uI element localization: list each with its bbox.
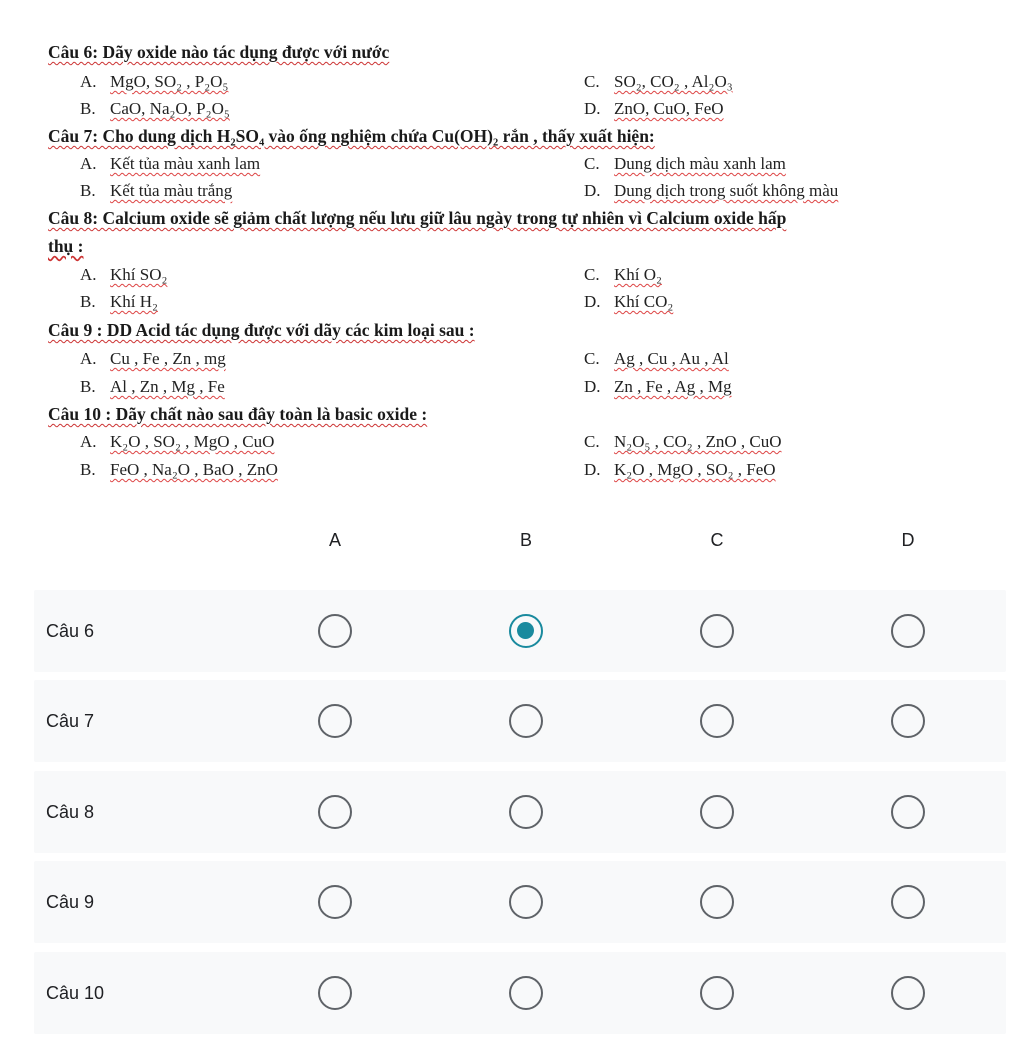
question-6-title: Câu 6: Dãy oxide nào tác dụng được với nước (48, 42, 390, 62)
radio-cau-7-c[interactable] (700, 704, 734, 738)
question-8-option-c: C. Khí O₂ (584, 265, 662, 284)
question-7-option-a: A. Kết tủa màu xanh lam (80, 154, 261, 173)
radio-cau-9-c[interactable] (700, 885, 734, 919)
radio-cau-10-b[interactable] (509, 976, 543, 1010)
radio-cau-6-c[interactable] (700, 614, 734, 648)
question-6-option-c: C. SO₂, CO₂ , Al₂O₃ (584, 72, 733, 91)
question-8-title: Câu 8: Calcium oxide sẽ giảm chất lượng nếu lưu giữ lâu ngày trong tự nhiên vì Calcium oxide hấp (48, 208, 787, 228)
radio-cau-6-a[interactable] (318, 614, 352, 648)
question-9-option-c: C. Ag , Cu , Au , Al (584, 349, 729, 368)
question-9-title: Câu 9 : DD Acid tác dụng được với dãy các kim loại sau : (48, 320, 475, 340)
column-label-b: B (519, 530, 532, 550)
question-8-option-d: D. Khí CO₂ (584, 292, 674, 311)
radio-cau-6-b[interactable] (509, 614, 543, 648)
question-8-option-b: B. Khí H₂ (80, 292, 158, 311)
grid-column-header (0, 530, 1024, 562)
question-7-option-b: B. Kết tủa màu trắng (80, 181, 233, 200)
radio-cau-7-d[interactable] (891, 704, 925, 738)
question-10-option-a: A. K₂O , SO₂ , MgO , CuO (80, 432, 275, 451)
column-label-d: D (901, 530, 915, 550)
question-7-title: Câu 7: Cho dung dịch H₂SO₄ vào ống nghiệm chứa Cu(OH)₂ rắn , thấy xuất hiện: (48, 126, 655, 146)
question-6-option-d: D. ZnO, CuO, FeO (584, 99, 724, 118)
row-label: Câu 8 (46, 802, 95, 822)
question-8-title-continued: thụ : (48, 236, 84, 256)
question-10-option-c: C. N₂O₅ , CO₂ , ZnO , CuO (584, 432, 782, 451)
radio-cau-10-a[interactable] (318, 976, 352, 1010)
radio-cau-8-d[interactable] (891, 795, 925, 829)
radio-cau-10-c[interactable] (700, 976, 734, 1010)
row-label: Câu 6 (46, 621, 95, 641)
question-7-option-d: D. Dung dịch trong suốt không màu (584, 181, 839, 200)
radio-cau-8-b[interactable] (509, 795, 543, 829)
question-6-option-b: B. CaO, Na₂O, P₂O₅ (80, 99, 230, 118)
row-label: Câu 7 (46, 711, 95, 731)
column-label-c: C (710, 530, 724, 550)
radio-cau-9-d[interactable] (891, 885, 925, 919)
grid-row (34, 680, 1006, 762)
column-label-a: A (328, 530, 341, 550)
question-6-option-a: A. MgO, SO₂ , P₂O₅ (80, 72, 229, 91)
radio-cau-9-b[interactable] (509, 885, 543, 919)
grid-row (34, 590, 1006, 672)
radio-cau-9-a[interactable] (318, 885, 352, 919)
question-image (0, 0, 1024, 490)
row-label: Câu 9 (46, 892, 95, 912)
grid-row (34, 771, 1006, 853)
radio-cau-7-b[interactable] (509, 704, 543, 738)
radio-cau-7-a[interactable] (318, 704, 352, 738)
question-10-title: Câu 10 : Dãy chất nào sau đây toàn là basic oxide : (48, 404, 428, 424)
grid-row (34, 952, 1006, 1034)
question-9-option-d: D. Zn , Fe , Ag , Mg (584, 377, 732, 396)
question-8-option-a: A. Khí SO₂ (80, 265, 168, 284)
radio-cau-8-c[interactable] (700, 795, 734, 829)
radio-cau-6-d[interactable] (891, 614, 925, 648)
question-9-option-b: B. Al , Zn , Mg , Fe (80, 377, 225, 396)
question-9-option-a: A. Cu , Fe , Zn , mg (80, 349, 226, 368)
radio-cau-8-a[interactable] (318, 795, 352, 829)
question-7-option-c: C. Dung dịch màu xanh lam (584, 154, 786, 173)
grid-row (34, 861, 1006, 943)
row-label: Câu 10 (46, 983, 105, 1003)
question-10-option-d: D. K₂O , MgO , SO₂ , FeO (584, 460, 776, 479)
question-10-option-b: B. FeO , Na₂O , BaO , ZnO (80, 460, 278, 479)
radio-cau-10-d[interactable] (891, 976, 925, 1010)
